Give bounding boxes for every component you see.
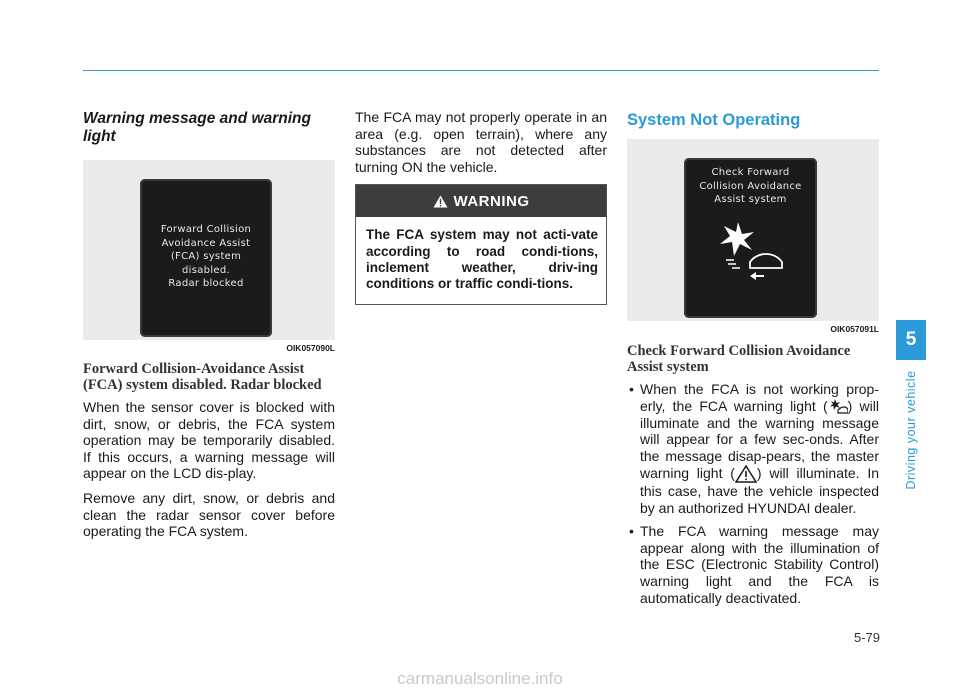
- warning-box: [355, 184, 607, 305]
- bullet-text: ) will illuminate. In this case, have the vehicle inspected by an authorized HYUNDAI dealer.: [640, 464, 879, 516]
- fca-collision-icon: [706, 220, 796, 280]
- figure-code: OIK057091L: [830, 324, 879, 334]
- middle-column: [355, 110, 607, 305]
- subheading: Forward Collision-Avoidance Assist (FCA) system disabled. Radar blocked: [83, 361, 322, 393]
- paragraph: Remove any dirt, snow, or debris and clean the radar sensor cover before operating the FCA system.: [83, 489, 335, 540]
- warning-body: The FCA system may not acti-vate according to road condi-tions, inclement weather, driv-ing conditions or traffic condi-tions.: [366, 227, 598, 291]
- top-rule: [83, 70, 879, 71]
- list-item: [627, 381, 879, 516]
- warning-triangle-icon: [433, 195, 448, 208]
- warning-heading: WARNING: [453, 192, 530, 210]
- page-number: 5-79: [853, 630, 880, 645]
- lcd-figure: [83, 160, 335, 340]
- list-item: • The FCA warning message may appear along with the illumination of the ESC (Electronic Stability Control) warning light and the FCA is automatically deactivated.: [627, 523, 879, 606]
- lcd-figure: [627, 139, 879, 321]
- bullet-list: [627, 381, 879, 606]
- section-title: Warning message and warning light: [83, 110, 311, 145]
- subheading: Check Forward Collision Avoidance Assist system: [627, 343, 851, 375]
- lcd-message: Check Forward Collision Avoidance Assist system: [699, 167, 802, 205]
- lcd-screen: [140, 179, 272, 337]
- bullet-text: When the FCA is not working prop-erly, the FCA warning light (: [640, 381, 879, 414]
- lcd-screen: [684, 158, 817, 318]
- master-warning-light-icon: [735, 465, 757, 483]
- left-column: [83, 110, 335, 540]
- warning-header: [356, 185, 606, 217]
- right-column: [627, 110, 879, 606]
- figure-code: OIK057090L: [286, 343, 335, 353]
- fca-warning-light-icon: [828, 399, 848, 415]
- section-title: System Not Operating: [627, 111, 801, 129]
- chapter-tab: 5: [896, 320, 926, 360]
- bullet-text: ) will illuminate and the warning message will appear for a few sec-onds. After the message disap-pears, the master warning light (: [640, 397, 879, 481]
- watermark: carmanualsonline.info: [397, 669, 563, 688]
- lcd-message: Forward Collision Avoidance Assist (FCA) system disabled. Radar blocked: [160, 224, 252, 289]
- chapter-label: Driving your vehicle: [904, 370, 918, 490]
- paragraph: The FCA may not properly operate in an area (e.g. open terrain), where any substances are not detected after turning ON the vehicle.: [355, 109, 607, 175]
- paragraph: When the sensor cover is blocked with dirt, snow, or debris, the FCA system operation may be temporarily disabled. If this occurs, a warning message will appear on the LCD dis-play.: [83, 399, 335, 482]
